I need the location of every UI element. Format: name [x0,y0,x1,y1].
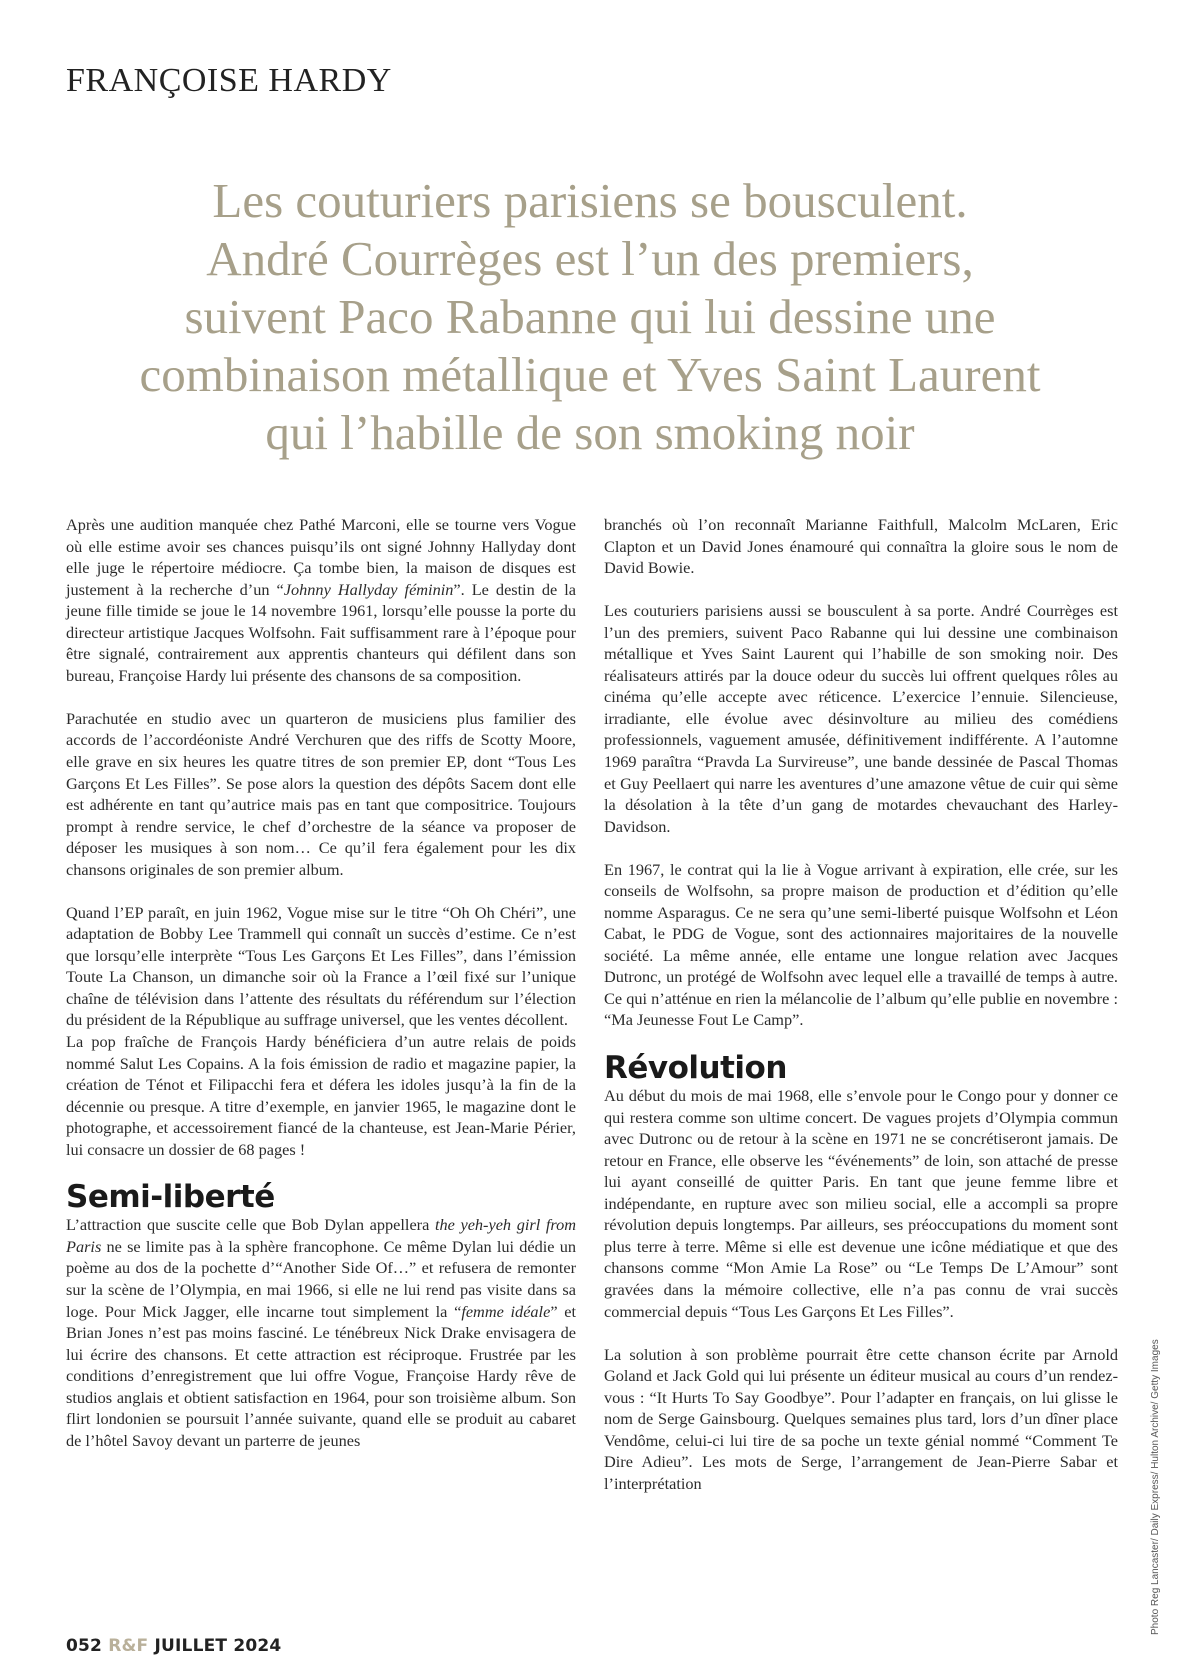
text-run: ”. Le destin de la jeune fille timide se joue le 14 novembre 1961, lorsqu’elle pousse la porte du directeur artistique Jacques Wolfsohn. Fait suffisamment rare à l’époque pour être signalé, contrairement aux apprentis chanteurs qui défilent dans son bureau, Françoise Hardy lui présente des chansons de sa composition. [66,579,576,685]
paragraph [66,1214,576,1451]
text-run: L’attraction que suscite celle que Bob Dylan appellera [66,1215,435,1235]
subheading-revolution: Révolution [604,1050,787,1087]
subheading-semi-liberte: Semi-liberté [66,1179,275,1216]
text-run: ” et Brian Jones n’est pas moins fasciné. Le ténébreux Nick Drake envisagera de lui écrire des chansons. Et cette attraction est réciproque. Frustrée par les conditions d’enregistrement que lui offre Vogue, Françoise Hardy rêve de studios anglais et obtient satisfaction en 1964, pour son troisième album. Son flirt londonien se poursuit l’année suivante, quand elle se produit au cabaret de l’hôtel Savoy devant un parterre de jeunes [66,1301,577,1450]
italic-text: femme idéale [461,1301,551,1321]
pull-quote-line: suivent Paco Rabanne qui lui dessine une [184,289,996,344]
paragraph: En 1967, le contrat qui la lie à Vogue arrivant à expiration, elle crée, sur les conseils de Wolfsohn, sa propre maison de production et d’édition qu’elle nomme Asparagus. Ce ne sera qu’une semi-liberté puisque Wolfsohn et Léon Cabat, le PDG de Vogue, sont des actionnaires majoritaires de la nouvelle société. La même année, elle entame une longue relation avec Jacques Dutronc, un protégé de Wolfsohn avec lequel elle a travaillé de temps à autre. Ce qui n’atténue en rien la mélancolie de l’album qu’elle publie en novembre : “Ma Jeunesse Fout Le Camp”. [604,859,1118,1030]
pull-quote-line: Les couturiers parisiens se bousculent. [212,173,968,228]
italic-text: the yeh-yeh girl from Paris [66,1215,576,1256]
magazine-brand: R&F [108,1636,149,1656]
page-footer [66,1636,281,1656]
paragraph: La pop fraîche de François Hardy bénéficiera d’un autre relais de poids nommé Salut Les Copains. A la fois émission de radio et magazine papier, la création de Ténot et Filipacchi fera et défera les idoles jusqu’à la fin de la décennie ou presque. A titre d’exemple, en janvier 1965, le magazine dont le photographe, et accessoirement fiancé de la chanteuse, est Jean-Marie Périer, lui consacre un dossier de 68 pages ! [66,1032,576,1159]
photo-credit: Photo Reg Lancaster/ Daily Express/ Hulton Archive/ Getty Images [1150,1339,1161,1635]
pull-quote [60,172,1120,462]
paragraph: branchés où l’on reconnaît Marianne Faithfull, Malcolm McLaren, Eric Clapton et un David Jones énamouré qui connaîtra la gloire sous le nom de David Bowie. [604,515,1118,578]
article-column-left [66,514,576,1451]
page-number: 052 [66,1636,103,1656]
paragraph [66,514,576,686]
pull-quote-line: André Courrèges est l’un des premiers, [206,231,974,286]
paragraph: Au début du mois de mai 1968, elle s’envole pour le Congo pour y donner ce qui restera comme son ultime concert. De vagues projets d’Olympia commun avec Dutronc ou de retour à la scène en 1971 ne se concrétiseront jamais. De retour en France, elle observe les “événements” de loin, son attaché de presse lui ayant conseillé de quitter Paris. En tant que jeune femme libre et indépendante, en rupture avec son milieu social, elle a accompli sa propre révolution depuis longtemps. Par ailleurs, ses préoccupations du moment sont plus terre à terre. Même si elle est devenue une icône médiatique et que des chansons comme “Mon Amie La Rose” ou “Le Temps De L’Amour” sont gravées dans la mémoire collective, elle n’a pas connu de vrai succès commercial depuis “Tous Les Garçons Et Les Filles”. [604,1086,1118,1321]
pull-quote-line: qui l’habille de son smoking noir [265,405,915,460]
paragraph: Quand l’EP paraît, en juin 1962, Vogue mise sur le titre “Oh Oh Chéri”, une adaptation de Bobby Lee Trammell qui connaît un succès d’estime. Ce n’est que lorsqu’elle interprète “Tous Les Garçons Et Les Filles”, dans l’émission Toute La Chanson, un dimanche soir où la France a l’œil fixé sur l’unique chaîne de télévision dans l’attente des résultats du référendum sur l’élection du président de la République au suffrage universel, que les ventes décollent. [66,902,576,1030]
article-column-right [604,514,1118,1494]
paragraph: La solution à son problème pourrait être cette chanson écrite par Arnold Goland et Jack Gold qui lui présente un éditeur musical au cours d’un rendez-vous : “It Hurts To Say Goodbye”. Pour l’adapter en français, on lui glisse le nom de Serge Gainsbourg. Quelques semaines plus tard, lors d’un dîner place Vendôme, celui-ci lui tire de sa poche un texte génial nommé “Comment Te Dire Adieu”. Les mots de Serge, l’arrangement de Jean-Pierre Sabar et l’interprétation [604,1344,1118,1493]
paragraph: Parachutée en studio avec un quarteron de musiciens plus familier des accords de l’accordéoniste André Verchuren que des riffs de Scotty Moore, elle grave en six heures les quatre titres de son premier EP, dont “Tous Les Garçons Et Les Filles”. Se pose alors la question des dépôts Sacem dont elle est adhérente en tant qu’autrice mais pas en tant que compositrice. Toujours prompt à rendre service, le chef d’orchestre de la séance va proposer de déposer les musiques à son nom… Ce qu’il fera également pour les dix chansons originales de son premier album. [66,708,576,879]
italic-text: Johnny Hallyday féminin [283,579,454,599]
issue-date: JUILLET 2024 [154,1636,282,1656]
text-run: Après une audition manquée chez Pathé Marconi, elle se tourne vers Vogue où elle estime avoir ses chances puisqu’ils ont signé Johnny Hallyday dont elle juge le répertoire médiocre. Ça tombe bien, la maison de disques est justement à la recherche d’un “ [66,515,576,599]
section-title: FRANÇOISE HARDY [66,62,392,99]
pull-quote-line: combinaison métallique et Yves Saint Laurent [139,347,1041,402]
text-run: ne se limite pas à la sphère francophone. Ce même Dylan lui dédie un poème au dos de la pochette d’“Another Side Of…” et refusera de remonter sur la scène de l’Olympia, en mai 1966, si elle ne lui rend pas visite dans sa loge. Pour Mick Jagger, elle incarne tout simplement la “ [66,1236,576,1321]
paragraph: Les couturiers parisiens aussi se bousculent à sa porte. André Courrèges est l’un des premiers, suivent Paco Rabanne qui lui dessine une combinaison métallique et Yves Saint Laurent qui l’habille de son smoking noir. Des réalisateurs attirés par la douce odeur du succès lui offrent quelques rôles au cinéma qu’elle accepte avec réticence. L’exercice l’ennuie. Silencieuse, irradiante, elle évolue avec désinvolture au milieu des comédiens professionnels, vaguement amusée, définitivement indifférente. A l’automne 1969 paraîtra “Pravda La Survireuse”, une bande dessinée de Pascal Thomas et Guy Peellaert qui narre les aventures d’une amazone vêtue de cuir qui sème la désolation à la tête d’un gang de motardes chevauchant des Harley-Davidson. [604,601,1118,836]
